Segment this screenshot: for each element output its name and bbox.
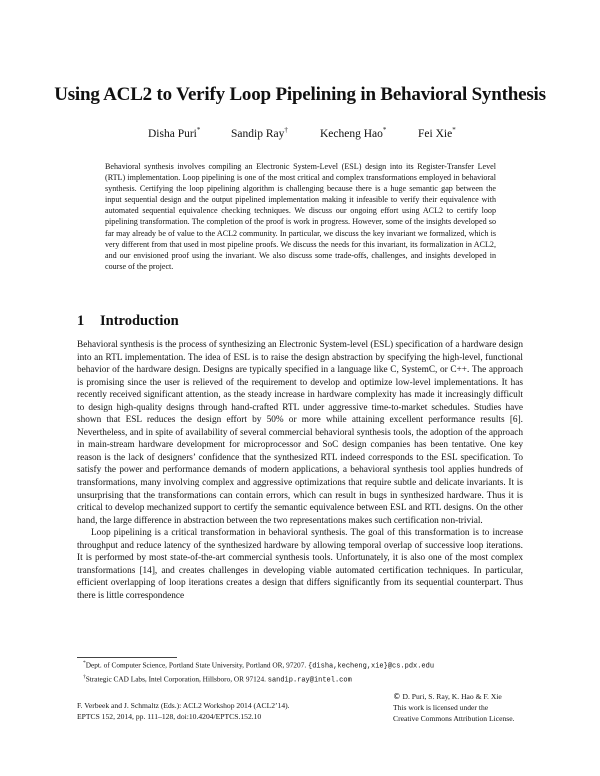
paragraph: Loop pipelining is a critical transformation in behavioral synthesis. The goal of this transformation is to increase throughput and reduce latency of the synthesized hardware by allowing temporal overlap of successive loop iterations. It is performed by most state-of-the-art commercial synthesis tools. Unfortunately, it is also one of the most complex transformations [14], and creates challenges in developing viable automated certification techniques. In particular, efficient overlapping of loop iterations creates a design that differs significantly from its sequential counterpart. Thus there is little correspondence xyxy=(77,528,523,601)
bibliographic-info: F. Verbeek and J. Schmaltz (Eds.): ACL2 Workshop 2014 (ACL2’14). EPTCS 152, 2014, pp. 111–128, doi:10.4204/EPTCS.152.10 xyxy=(77,701,290,721)
section-heading xyxy=(77,313,179,330)
author: Disha Puri* xyxy=(148,126,201,140)
author-list xyxy=(0,126,600,140)
copyright-icon: © xyxy=(393,692,401,701)
footnotes xyxy=(83,658,523,687)
abstract xyxy=(105,161,496,272)
paper-title: Using ACL2 to Verify Loop Pipelining in Behavioral Synthesis xyxy=(54,84,546,105)
section-number: 1 xyxy=(77,313,85,329)
section-title: Introduction xyxy=(100,313,179,329)
email: {disha,kecheng,xie}@cs.pdx.edu xyxy=(308,662,435,671)
abstract-text: Behavioral synthesis involves compiling an Electronic System-Level (ESL) design into its Register-Transfer Level (RTL) implementation. Loop pipelining is one of the most critical and complex transformations employed in behavioral synthesis. Certifying the loop pipelining algorithm is challenging because there is a huge semantic gap between the input sequential design and the output pipelined implementation making it infeasible to verify their equivalence with automated sequential equivalence checking techniques. We discuss our ongoing effort using ACL2 to certify loop pipelining transformation. The completion of the proof is work in progress. However, some of the insights developed so far may already be of value to the ACL2 community. In particular, we discuss the key invariant we formalized, which is very different from that used in most pipeline proofs. We discuss the needs for this invariant, its formalization in ACL2, and our envisioned proof using the invariant. We also discuss some trade-offs, challenges, and insights developed in course of the project. xyxy=(105,162,496,271)
body-text xyxy=(77,339,523,602)
author: Kecheng Hao* xyxy=(320,126,387,140)
author: Sandip Ray† xyxy=(231,126,288,140)
footnote: †Strategic CAD Labs, Intel Corporation, Hillsboro, OR 97124. sandip.ray@intel.com xyxy=(83,674,352,685)
author: Fei Xie* xyxy=(418,126,456,140)
license-notice: © D. Puri, S. Ray, K. Hao & F. Xie This work is licensed under the Creative Commons Attribution License. xyxy=(393,692,515,723)
email: sandip.ray@intel.com xyxy=(267,676,352,685)
paragraph: Behavioral synthesis is the process of synthesizing an Electronic System-level (ESL) specification of a hardware design into an RTL implementation. The idea of ESL is to raise the design abstraction by specifying the high-level, functional behavior of the hardware design. Designs are typically specified in a language like C, SystemC, or C++. The approach is promising since the user is relieved of the requirement to develop and optimize low-level implementations. It has recently received significant attention, as the steady increase in hardware complexity has made it increasingly difficult to design high-quality designs through hand-crafted RTL under aggressive time-to-market schedules. Studies have shown that ESL reduces the design effort by 50% or more while attaining excellent performance results [6]. Nevertheless, and in spite of availability of several commercial behavioral synthesis tools, the adoption of the approach in main-stream hardware development for microprocessor and SoC design companies has been tentative. One key reason is the lack of designers’ confidence that the synthesized RTL indeed corresponds to the ESL specification. To satisfy the power and performance demands of modern applications, a behavioral synthesis tool applies hundreds of transformations, many involving complex and aggressive optimizations that require subtle and delicate invariants. It is unsurprising that the transformations can contain errors, which can result in bugs in synthesized hardware. Thus it is critical to develop mechanized support to certify the semantic equivalence between ESL and RTL designs. On the other hand, the large difference in abstraction between the two representations makes such certification non-trivial. xyxy=(77,340,523,526)
footnote: *Dept. of Computer Science, Portland State University, Portland OR, 97207. {disha,kecheng,xie}@cs.pdx.edu xyxy=(83,660,435,671)
